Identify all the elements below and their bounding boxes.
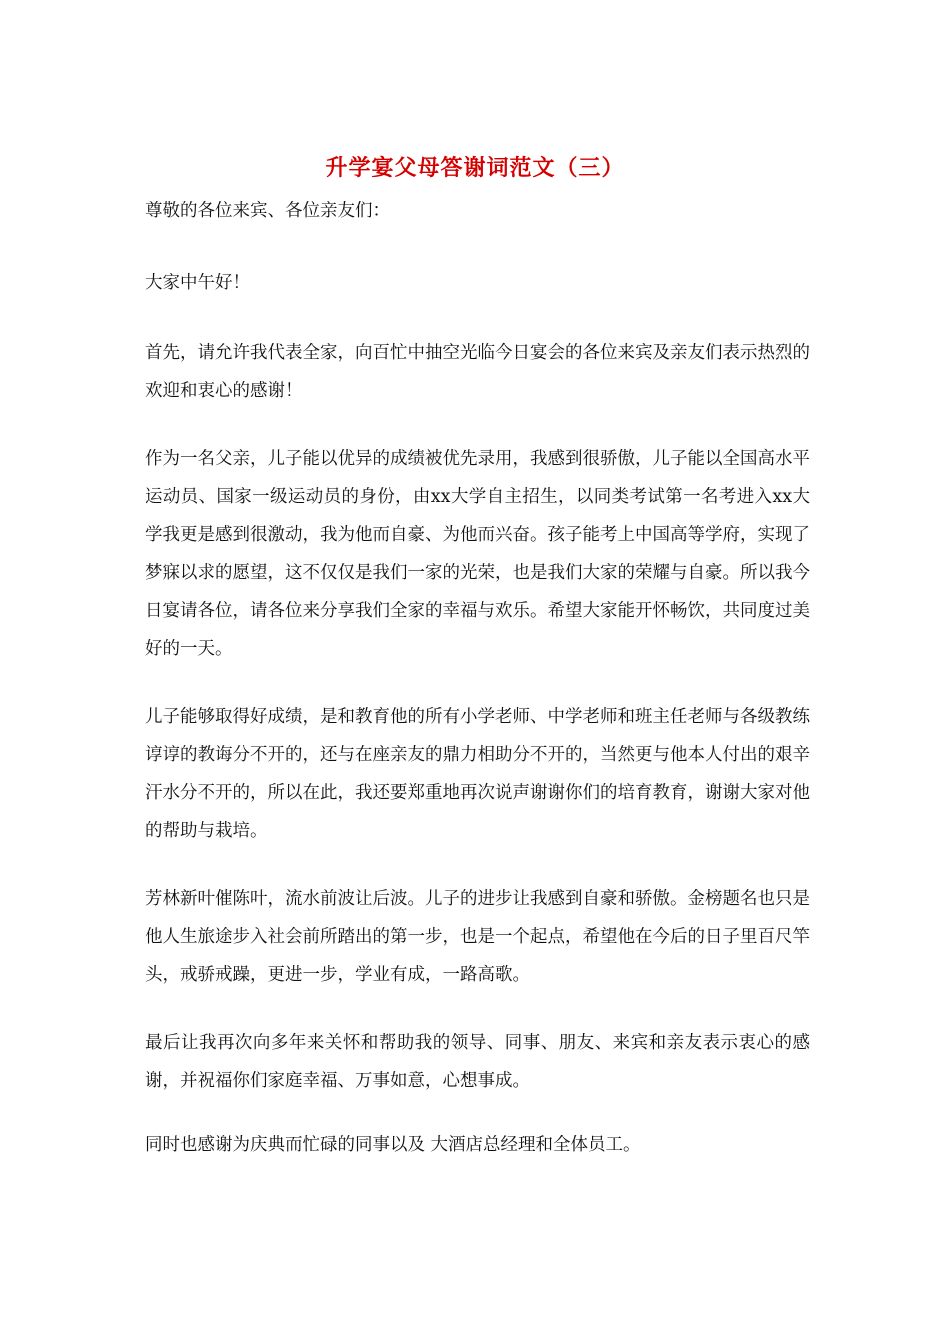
paragraph-welcome: 首先，请允许我代表全家，向百忙中抽空光临今日宴会的各位来宾及亲友们表示热烈的欢迎和衷心的感谢！ bbox=[145, 343, 810, 401]
paragraph-pride: 作为一名父亲，儿子能以优异的成绩被优先录用，我感到很骄傲，儿子能以全国高水平运动员、国家一级运动员的身份，由xx大学自主招生，以同类考试第一名考进入xx大学我更是感到很激动，我为他而自豪、为他而兴奋。孩子能考上中国高等学府，实现了梦寐以求的愿望，这不仅仅是我们一家的光荣，也是我们大家的荣耀与自豪。所以我今日宴请各位，请各位来分享我们全家的幸福与欢乐。希望大家能开怀畅饮，共同度过美好的一天。 bbox=[145, 449, 810, 659]
paragraph-greeting: 大家中午好！ bbox=[145, 273, 250, 293]
salutation: 尊敬的各位来宾、各位亲友们： bbox=[145, 201, 390, 221]
paragraph-final-thanks: 最后让我再次向多年来关怀和帮助我的领导、同事、朋友、来宾和亲友表示衷心的感谢，并祝福你们家庭幸福、万事如意，心想事成。 bbox=[145, 1033, 810, 1091]
paragraph-staff-thanks: 同时也感谢为庆典而忙碌的同事以及 大酒店总经理和全体员工。 bbox=[145, 1135, 641, 1155]
document-title: 升学宴父母答谢词范文（三） bbox=[325, 155, 625, 181]
paragraph-future: 芳林新叶催陈叶，流水前波让后波。儿子的进步让我感到自豪和骄傲。金榜题名也只是他人生旅途步入社会前所踏出的第一步，也是一个起点，希望他在今后的日子里百尺竿头，戒骄戒躁，更进一步，学业有成，一路高歌。 bbox=[145, 889, 810, 985]
paragraph-teachers: 儿子能够取得好成绩，是和教育他的所有小学老师、中学老师和班主任老师与各级教练谆谆的教诲分不开的，还与在座亲友的鼎力相助分不开的，当然更与他本人付出的艰辛汗水分不开的，所以在此，我还要郑重地再次说声谢谢你们的培育教育，谢谢大家对他的帮助与栽培。 bbox=[145, 707, 810, 841]
